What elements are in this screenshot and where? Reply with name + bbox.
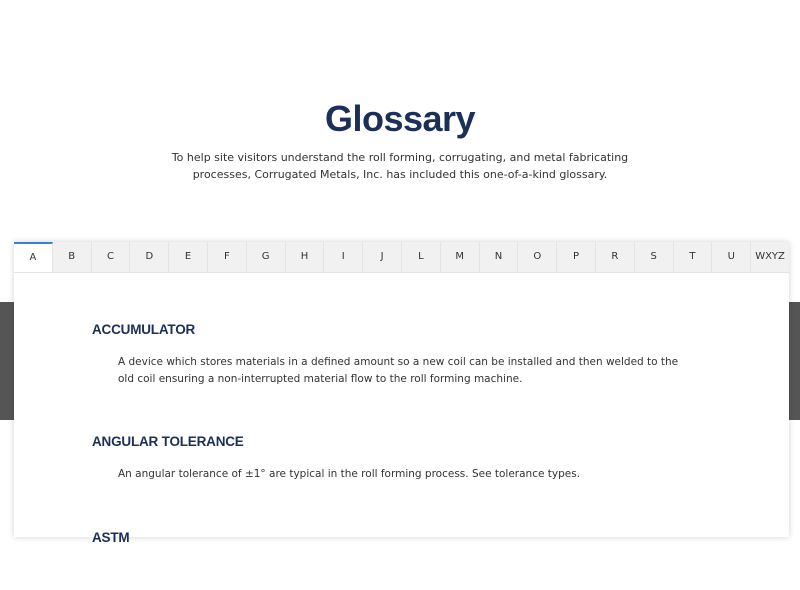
tab-g[interactable]: G [247,242,286,272]
entry-term: ACCUMULATOR [92,322,196,337]
entry-definition: A device which stores materials in a defined amount so a new coil can be installed and then welded to the old coil ensuring a non-interrupted material flow to the roll forming machine. [118,356,679,385]
tab-i[interactable]: I [324,242,363,272]
glossary-entry [92,322,682,388]
entry-term: ASTM [92,530,130,545]
letter-tabs [14,242,789,273]
glossary-entry [92,434,682,483]
tab-l[interactable]: L [402,242,441,272]
tab-h[interactable]: H [286,242,325,272]
tab-u[interactable]: U [712,242,751,272]
tab-j[interactable]: J [363,242,402,272]
entry-term: ANGULAR TOLERANCE [92,434,244,449]
tab-n[interactable]: N [480,242,519,272]
tab-m[interactable]: M [441,242,480,272]
glossary-entry [92,530,682,546]
tab-c[interactable]: C [92,242,131,272]
entry-definition: An angular tolerance of ±1° are typical in the roll forming process. See tolerance types. [118,468,581,480]
tab-b[interactable]: B [53,242,92,272]
tab-a[interactable]: A [14,242,53,272]
tab-r[interactable]: R [596,242,635,272]
tab-wxyz[interactable]: WXYZ [755,251,785,262]
tab-p[interactable]: P [557,242,596,272]
tab-s[interactable]: S [635,242,674,272]
glossary-panel [14,242,789,545]
tab-t[interactable]: T [674,242,713,272]
tab-f[interactable]: F [208,242,247,272]
tab-o[interactable]: O [518,242,557,272]
tab-d[interactable]: D [130,242,169,272]
tab-e[interactable]: E [169,242,208,272]
page-intro: To help site visitors understand the roll forming, corrugating, and metal fabricating processes, Corrugated Metals, Inc. has included this one-of-a-kind glossary. [171,151,629,181]
page-title: Glossary [324,98,476,139]
